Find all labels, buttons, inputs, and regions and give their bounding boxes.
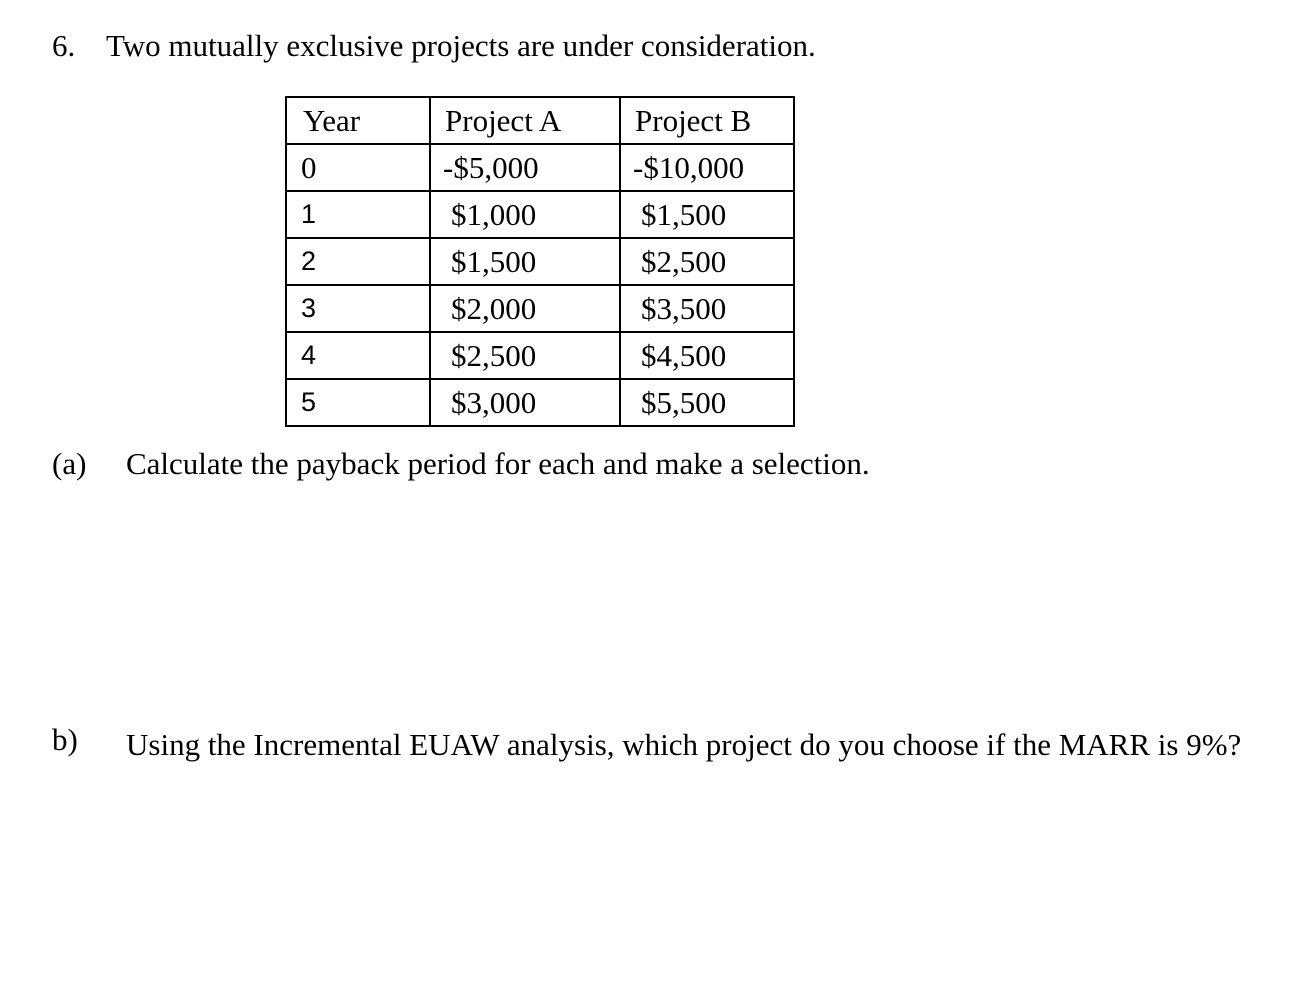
- table-row: [286, 379, 794, 426]
- project-a-cell: $3,000: [430, 379, 620, 426]
- header-year: Year: [286, 97, 430, 144]
- year-cell: 1: [286, 191, 430, 238]
- year-cell: 5: [286, 379, 430, 426]
- header-project-a: Project A: [430, 97, 620, 144]
- project-b-cell: -$10,000: [620, 144, 794, 191]
- project-b-cell: $3,500: [620, 285, 794, 332]
- table-header-row: [286, 97, 794, 144]
- project-a-cell: $1,000: [430, 191, 620, 238]
- project-a-cell: $1,500: [430, 238, 620, 285]
- year-cell: 3: [286, 285, 430, 332]
- table-row: [286, 238, 794, 285]
- project-b-cell: $2,500: [620, 238, 794, 285]
- part-a-text: Calculate the payback period for each and make a selection.: [126, 446, 870, 481]
- cash-flow-table: [285, 96, 795, 427]
- project-b-cell: $1,500: [620, 191, 794, 238]
- project-a-cell: -$5,000: [430, 144, 620, 191]
- part-a-label: (a): [52, 446, 87, 481]
- table-row: [286, 285, 794, 332]
- year-cell: 0: [286, 144, 430, 191]
- part-b-label: b): [52, 722, 78, 757]
- table-row: [286, 332, 794, 379]
- table-row: [286, 144, 794, 191]
- question-number: 6.: [52, 28, 76, 63]
- header-project-b: Project B: [620, 97, 794, 144]
- project-a-cell: $2,000: [430, 285, 620, 332]
- project-a-cell: $2,500: [430, 332, 620, 379]
- project-b-cell: $4,500: [620, 332, 794, 379]
- year-cell: 2: [286, 238, 430, 285]
- project-b-cell: $5,500: [620, 379, 794, 426]
- table-row: [286, 191, 794, 238]
- question-text: Two mutually exclusive projects are under consideration.: [106, 28, 816, 63]
- part-b-text: Using the Incremental EUAW analysis, which project do you choose if the MARR is 9%?: [126, 727, 1242, 762]
- year-cell: 4: [286, 332, 430, 379]
